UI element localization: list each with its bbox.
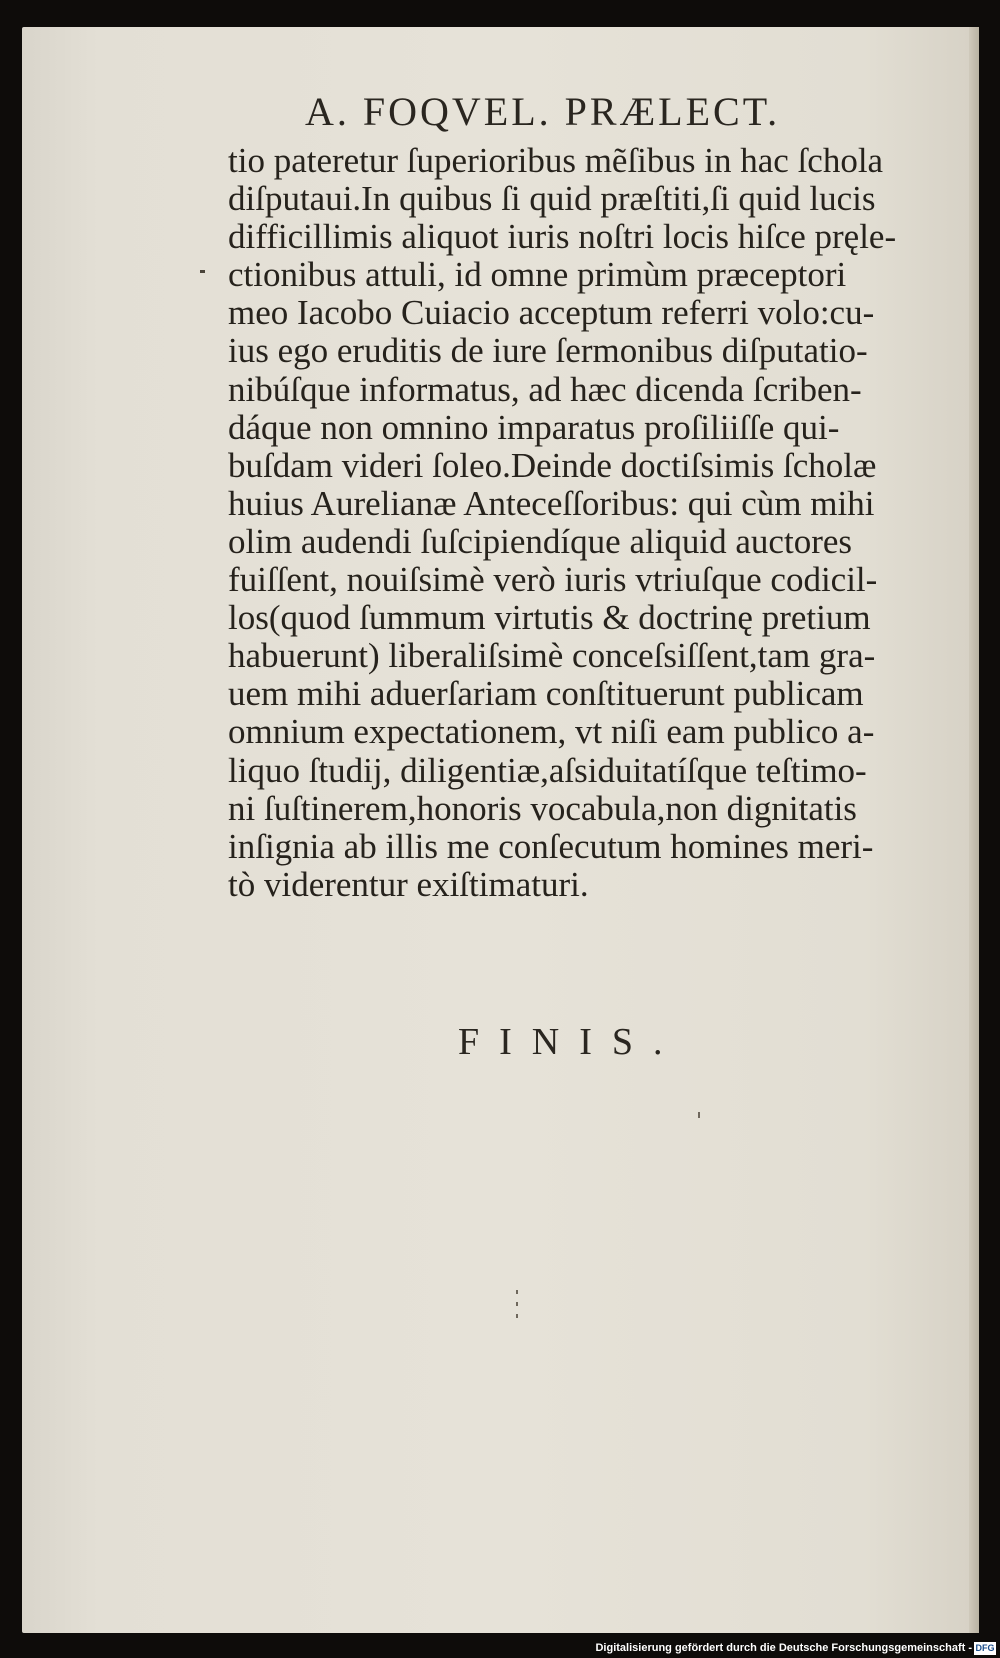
dfg-logo: DFG [975, 1643, 995, 1653]
text-line: olim audendi ſuſcipiendíque aliquid auctores [228, 521, 853, 561]
text-line: habuerunt) liberaliſsimè conceſsiſſent,tam gra- [228, 636, 876, 676]
text-line: fuiſſent, nouiſsimè verò iuris vtriuſque codicil- [228, 560, 878, 600]
paper-speck [516, 1302, 518, 1306]
text-line: huius Aurelianæ Anteceſſoribus: qui cùm mihi [228, 483, 875, 523]
text-line: inſignia ab illis me conſecutum homines meri- [228, 826, 874, 866]
margin-mark [200, 270, 205, 273]
text-line: liquo ſtudij, diligentiæ,aſsiduitatíſque teſtimo- [228, 750, 867, 790]
text-line: omnium expectationem, vt niſi eam publico a- [228, 712, 875, 752]
text-line: ius ego eruditis de iure ſermonibus diſputatio- [228, 331, 868, 371]
text-line: ni ſuſtinerem,honoris vocabula,non dignitatis [228, 788, 857, 828]
text-line: diſputaui.In quibus ſi quid præſtiti,ſi quid lucis [228, 179, 876, 219]
body-text [228, 142, 938, 904]
text-line: meo Iacobo Cuiacio acceptum referri volo:cu- [228, 293, 875, 333]
text-line: nibúſque informatus, ad hæc dicenda ſcriben- [228, 369, 862, 409]
text-line: buſdam videri ſoleo.Deinde doctiſsimis ſcholæ [228, 445, 877, 485]
paper-speck [698, 1112, 700, 1118]
finis-colophon: FINIS. [458, 1021, 683, 1063]
text-line: difficillimis aliquot iuris noſtri locis hiſce pręle- [228, 217, 897, 257]
paper-speck [516, 1314, 518, 1318]
text-line: los(quod ſummum virtutis & doctrinę pretium [228, 598, 871, 638]
digitization-credit: Digitalisierung gefördert durch die Deutsche Forschungsgemeinschaft - [595, 1642, 972, 1654]
page-edge [969, 27, 979, 1633]
text-line: ctionibus attuli, id omne primùm præceptori [228, 255, 847, 295]
paper-speck [516, 1290, 518, 1294]
text-line: tò viderentur exiſtimaturi. [228, 864, 589, 904]
text-line: dáque non omnino imparatus proſiliiſſe qui- [228, 407, 840, 447]
running-head: A. FOQVEL. PRÆLECT. [305, 89, 781, 134]
text-line: tio pateretur ſuperioribus mẽſibus in hac ſchola [228, 141, 884, 180]
text-line: uem mihi aduerſariam conſtituerunt publicam [228, 674, 864, 714]
